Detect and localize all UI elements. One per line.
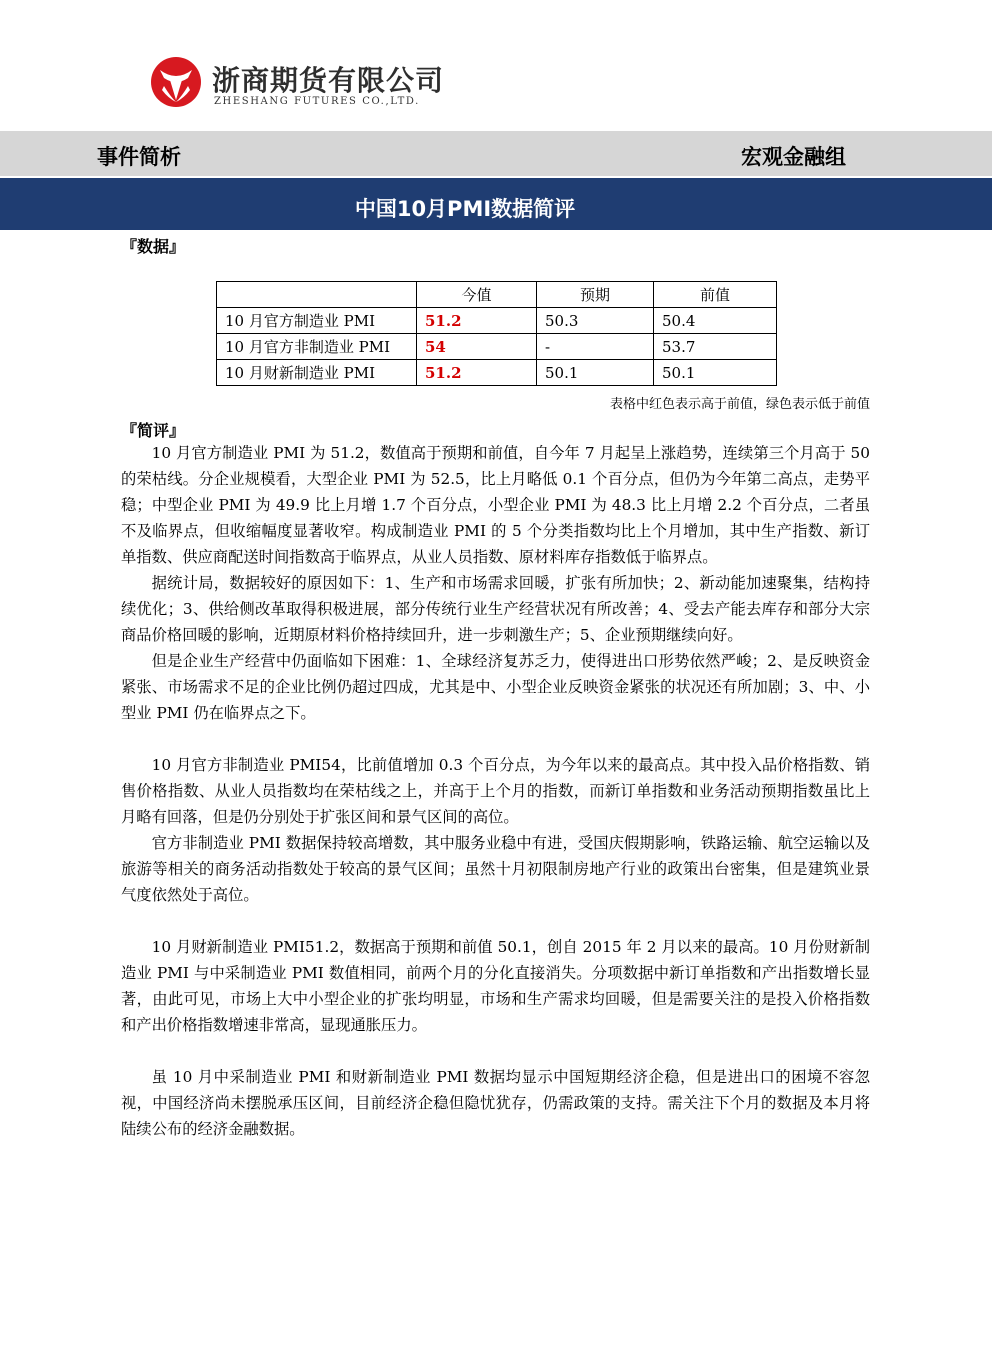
paragraph-spacer [121, 908, 870, 934]
comment-body [121, 440, 870, 1142]
comment-paragraph: 10 月官方非制造业 PMI54，比前值增加 0.3 个百分点，为今年以来的最高点。其中投入品价格指数、销售价格指数、从业人员指数均在荣枯线之上，并高于上个月的指数，而新订单指数和业务活动预期指数虽比上月略有回落，但是仍分别处于扩张区间和景气区间的高位。 [121, 756, 870, 826]
comment-paragraph: 10 月官方制造业 PMI 为 51.2，数值高于预期和前值，自今年 7 月起呈上涨趋势，连续第三个月高于 50 的荣枯线。分企业规模看，大型企业 PMI 为 52.5，比上月略低 0.1 个百分点，但仍为今年第二高点，走势平稳；中型企业 PMI 为 49.9 比上月增 1.7 个百分点，小型企业 PMI 为 48.3 比上月增 2.2 个百分点，二者虽不及临界点，但收缩幅度显著收窄。构成制造业 PMI 的 5 个分类指数均比上个月增加，其中生产指数、新订单指数、供应商配送时间指数高于临界点，从业人员指数、原材料库存指数低于临界点。 [121, 444, 870, 566]
table-cell-current: 54 [417, 334, 537, 360]
pmi-table [216, 281, 777, 386]
table-row [217, 360, 777, 386]
table-cell-previous: 50.4 [654, 308, 777, 334]
data-section-label: 『数据』 [121, 237, 186, 256]
table-cell-indicator: 10 月官方制造业 PMI [217, 308, 417, 334]
comment-paragraph: 据统计局，数据较好的原因如下：1、生产和市场需求回暖，扩张有所加快；2、新动能加速聚集，结构持续优化；3、供给侧改革取得积极进展，部分传统行业生产经营状况有所改善；4、受去产能去库存和部分大宗商品价格回暖的影响，近期原材料价格持续回升，进一步刺激生产；5、企业预期继续向好。 [121, 574, 870, 644]
table-header-cell: 今值 [417, 282, 537, 308]
table-header-cell: 预期 [537, 282, 654, 308]
table-header-cell [217, 282, 417, 308]
table-cell-previous: 50.1 [654, 360, 777, 386]
company-logo-icon [150, 56, 202, 108]
table-header-cell: 前值 [654, 282, 777, 308]
table-header-row [217, 282, 777, 308]
table-cell-current: 51.2 [417, 360, 537, 386]
report-title: 中国10月PMI数据简评 [354, 197, 576, 221]
comment-paragraph: 但是企业生产经营中仍面临如下困难：1、全球经济复苏乏力，使得进出口形势依然严峻；2、是反映资金紧张、市场需求不足的企业比例仍超过四成，尤其是中、小型企业反映资金紧张的状况还有所加剧；3、中、小型业 PMI 仍在临界点之下。 [121, 652, 870, 722]
table-cell-indicator: 10 月财新制造业 PMI [217, 360, 417, 386]
comment-paragraph: 虽 10 月中采制造业 PMI 和财新制造业 PMI 数据均显示中国短期经济企稳，但是进出口的困境不容忽视，中国经济尚未摆脱承压区间，目前经济企稳但隐忧犹存，仍需政策的支持。需关注下个月的数据及本月将陆续公布的经济金融数据。 [121, 1068, 870, 1138]
paragraph-spacer [121, 1038, 870, 1064]
table-cell-expected: 50.3 [537, 308, 654, 334]
table-cell-previous: 53.7 [654, 334, 777, 360]
table-cell-current: 51.2 [417, 308, 537, 334]
table-cell-expected: 50.1 [537, 360, 654, 386]
company-logo [150, 56, 450, 116]
table-cell-indicator: 10 月官方非制造业 PMI [217, 334, 417, 360]
comment-paragraph: 10 月财新制造业 PMI51.2，数据高于预期和前值 50.1，创自 2015 年 2 月以来的最高。10 月份财新制造业 PMI 与中采制造业 PMI 数值相同，前两个月的分化直接消失。分项数据中新订单指数和产出指数增长显著，由此可见，市场上大中小型企业的扩张均明显，市场和生产需求均回暖，但是需要关注的是投入价格指数和产出价格指数增速非常高，显现通胀压力。 [121, 938, 870, 1034]
table-row [217, 308, 777, 334]
company-name-cn: 浙商期货有限公司 [212, 64, 445, 97]
table-cell-expected: - [537, 334, 654, 360]
comment-paragraph: 官方非制造业 PMI 数据保持较高增数，其中服务业稳中有进，受国庆假期影响，铁路运输、航空运输以及旅游等相关的商务活动指数处于较高的景气区间；虽然十月初限制房地产行业的政策出台密集，但是建筑业景气度依然处于高位。 [121, 834, 870, 904]
paragraph-spacer [121, 726, 870, 752]
report-group: 宏观金融组 [741, 145, 846, 169]
table-note: 表格中红色表示高于前值，绿色表示低于前值 [609, 397, 870, 412]
report-category: 事件简析 [97, 145, 181, 169]
company-name-en: ZHESHANG FUTURES CO.,LTD. [214, 96, 420, 107]
comment-section-label: 『简评』 [121, 421, 186, 440]
table-row [217, 334, 777, 360]
